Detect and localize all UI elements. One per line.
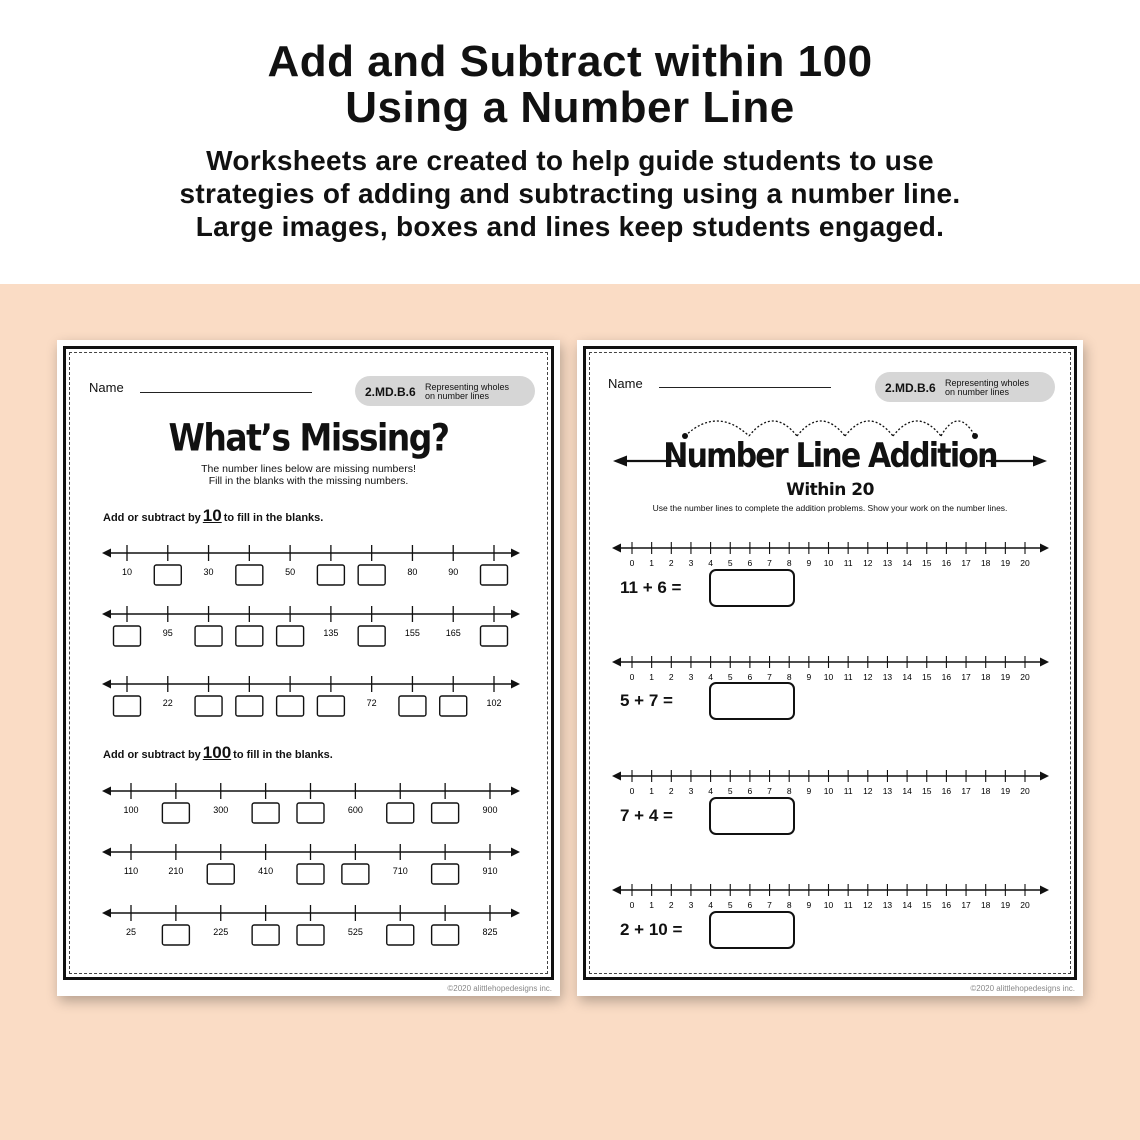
headline-line-2: Using a Number Line xyxy=(345,83,795,132)
answer-box[interactable] xyxy=(709,682,795,720)
answer-box[interactable] xyxy=(297,925,324,945)
tick-label: 17 xyxy=(961,786,971,796)
tick-label: 10 xyxy=(823,786,834,796)
tick-label: 3 xyxy=(688,672,694,682)
answer-box[interactable] xyxy=(252,803,279,823)
arrow-right-icon xyxy=(511,909,520,918)
name-label: Name xyxy=(608,376,643,391)
answer-box[interactable] xyxy=(236,626,263,646)
tick-label: 6 xyxy=(747,558,753,568)
arrow-left-icon xyxy=(102,787,111,796)
tick-label: 18 xyxy=(980,558,991,568)
addition-problem: 7 + 4 = xyxy=(620,806,673,825)
tick-label: 8 xyxy=(786,672,792,682)
answer-box[interactable] xyxy=(358,565,385,585)
tick-label: 90 xyxy=(448,567,459,577)
arrow-right-icon xyxy=(511,848,520,857)
tick-label: 900 xyxy=(482,805,498,815)
answer-box[interactable] xyxy=(709,569,795,607)
tick-label: 910 xyxy=(482,866,498,876)
worksheet-number-line-addition xyxy=(577,340,1083,996)
tick-label: 102 xyxy=(486,698,502,708)
tick-label: 13 xyxy=(882,558,893,568)
section-heading-by-100: Add or subtract by 100 to fill in the blanks. xyxy=(103,743,333,762)
tick-label: 25 xyxy=(125,927,137,937)
tick-label: 4 xyxy=(708,786,713,796)
tick-label: 16 xyxy=(941,672,952,682)
answer-box[interactable] xyxy=(162,925,189,945)
addition-problem: 2 + 10 = xyxy=(620,920,683,939)
tick-label: 30 xyxy=(203,567,214,577)
worksheet-title: Number Line Addition xyxy=(663,436,997,477)
tick-label: 5 xyxy=(727,900,733,910)
arrow-left-icon xyxy=(612,772,621,781)
tick-label: 300 xyxy=(213,805,229,815)
arrow-right-icon xyxy=(1040,544,1049,553)
tick-label: 11 xyxy=(843,558,853,568)
tick-label: 16 xyxy=(941,900,952,910)
tick-label: 710 xyxy=(392,866,408,876)
tick-label: 410 xyxy=(258,866,274,876)
tick-label: 20 xyxy=(1020,786,1030,796)
promo-header xyxy=(0,0,1140,284)
tick-label: 13 xyxy=(882,900,893,910)
tick-label: 11 xyxy=(843,786,853,796)
tick-label: 14 xyxy=(902,672,912,682)
answer-box[interactable] xyxy=(342,864,369,884)
tick-label: 12 xyxy=(863,900,873,910)
tick-label: 110 xyxy=(123,866,139,876)
tick-label: 1 xyxy=(649,786,655,796)
standard-desc-line-1: Representing wholes xyxy=(945,378,1030,388)
tick-label: 17 xyxy=(961,558,971,568)
tick-label: 225 xyxy=(213,927,229,937)
tick-label: 165 xyxy=(445,628,461,638)
tick-label: 155 xyxy=(404,628,420,638)
tick-label: 19 xyxy=(1000,672,1011,682)
answer-box[interactable] xyxy=(297,864,324,884)
tick-label: 12 xyxy=(863,672,873,682)
headline-line-1: Add and Subtract within 100 xyxy=(267,37,873,86)
tick-label: 18 xyxy=(980,672,991,682)
tick-label: 19 xyxy=(1000,786,1011,796)
arrow-left-icon xyxy=(102,848,111,857)
arrow-left-icon xyxy=(102,909,111,918)
arrow-right-icon xyxy=(511,610,520,619)
tick-label: 11 xyxy=(843,900,853,910)
tick-label: 5 xyxy=(727,558,733,568)
tick-label: 15 xyxy=(922,786,932,796)
answer-box[interactable] xyxy=(432,803,459,823)
tick-label: 12 xyxy=(863,786,873,796)
answer-box[interactable] xyxy=(277,626,304,646)
tick-label: 95 xyxy=(162,628,173,638)
tick-label: 80 xyxy=(407,567,418,577)
tick-label: 1 xyxy=(649,672,655,682)
answer-box[interactable] xyxy=(114,696,141,716)
answer-box[interactable] xyxy=(236,565,263,585)
standard-desc-line-2: on number lines xyxy=(425,391,490,401)
tick-label: 20 xyxy=(1020,900,1030,910)
arrow-right-icon xyxy=(1040,658,1049,667)
answer-box[interactable] xyxy=(481,565,508,585)
answer-box[interactable] xyxy=(481,626,508,646)
answer-box[interactable] xyxy=(317,696,344,716)
copyright: ©2020 alittlehopedesigns inc. xyxy=(447,984,552,993)
answer-box[interactable] xyxy=(252,925,279,945)
addition-problem: 11 + 6 = xyxy=(620,578,682,597)
tick-label: 10 xyxy=(823,558,834,568)
section-number: 10 xyxy=(202,506,222,525)
arrow-left-icon xyxy=(612,658,621,667)
tick-label: 2 xyxy=(668,558,674,568)
tick-label: 9 xyxy=(806,900,812,910)
tick-label: 4 xyxy=(708,558,713,568)
addition-problem: 5 + 7 = xyxy=(620,691,673,710)
hop-arc xyxy=(893,421,941,436)
section-number: 100 xyxy=(202,743,232,762)
tick-label: 7 xyxy=(767,786,772,796)
tick-label: 12 xyxy=(863,558,873,568)
tick-label: 1 xyxy=(649,900,655,910)
answer-box[interactable] xyxy=(399,696,426,716)
arrow-right-icon xyxy=(511,549,520,558)
tick-label: 6 xyxy=(747,900,753,910)
tick-label: 13 xyxy=(882,672,893,682)
tick-label: 2 xyxy=(668,672,674,682)
tick-label: 5 xyxy=(727,672,733,682)
standard-desc-line-1: Representing wholes xyxy=(425,382,510,392)
description-line-3: Large images, boxes and lines keep students engaged. xyxy=(195,211,945,242)
hop-arc xyxy=(845,421,893,436)
answer-box[interactable] xyxy=(709,797,795,835)
tick-label: 14 xyxy=(902,558,912,568)
tick-label: 0 xyxy=(629,558,635,568)
instructions-line-2: Fill in the blanks with the missing numbers. xyxy=(208,475,409,487)
tick-label: 14 xyxy=(902,786,912,796)
tick-label: 19 xyxy=(1000,900,1011,910)
tick-label: 4 xyxy=(708,900,713,910)
tick-label: 0 xyxy=(629,786,635,796)
tick-label: 8 xyxy=(786,900,792,910)
standard-code: 2.MD.B.6 xyxy=(365,385,416,399)
tick-label: 6 xyxy=(747,786,753,796)
tick-label: 15 xyxy=(922,672,932,682)
tick-label: 20 xyxy=(1020,672,1030,682)
tick-label: 600 xyxy=(347,805,363,815)
worksheet-whats-missing xyxy=(57,340,560,996)
tick-label: 9 xyxy=(806,558,812,568)
name-label: Name xyxy=(89,380,124,395)
answer-box[interactable] xyxy=(154,565,181,585)
tick-label: 210 xyxy=(168,866,184,876)
tick-label: 8 xyxy=(786,786,792,796)
tick-label: 17 xyxy=(961,672,971,682)
arrow-left-icon xyxy=(102,610,111,619)
tick-label: 5 xyxy=(727,786,733,796)
answer-box[interactable] xyxy=(432,864,459,884)
tick-label: 20 xyxy=(1020,558,1030,568)
tick-label: 15 xyxy=(922,900,932,910)
tick-label: 135 xyxy=(323,628,339,638)
tick-label: 18 xyxy=(980,786,991,796)
arrow-right-icon xyxy=(1040,886,1049,895)
arrow-left-icon xyxy=(102,549,111,558)
tick-label: 7 xyxy=(767,558,772,568)
tick-label: 7 xyxy=(767,900,772,910)
answer-box[interactable] xyxy=(114,626,141,646)
answer-box[interactable] xyxy=(277,696,304,716)
tick-label: 18 xyxy=(980,900,991,910)
tick-label: 19 xyxy=(1000,558,1011,568)
description-line-2: strategies of adding and subtracting using a number line. xyxy=(179,178,961,209)
tick-label: 7 xyxy=(767,672,772,682)
tick-label: 17 xyxy=(961,900,971,910)
tick-label: 16 xyxy=(941,558,952,568)
tick-label: 10 xyxy=(823,900,834,910)
instructions-line-1: The number lines below are missing numbers! xyxy=(201,463,416,475)
tick-label: 4 xyxy=(708,672,713,682)
tick-label: 0 xyxy=(629,900,635,910)
tick-label: 14 xyxy=(902,900,912,910)
tick-label: 8 xyxy=(786,558,792,568)
tick-label: 1 xyxy=(649,558,655,568)
answer-box[interactable] xyxy=(432,925,459,945)
tick-label: 825 xyxy=(482,927,498,937)
answer-box[interactable] xyxy=(387,925,414,945)
answer-box[interactable] xyxy=(387,803,414,823)
missing-number-lines xyxy=(57,340,560,996)
worksheet-subtitle: Within 20 xyxy=(786,480,874,500)
tick-label: 3 xyxy=(688,900,694,910)
answer-box[interactable] xyxy=(440,696,467,716)
arrow-left-icon xyxy=(102,680,111,689)
tick-label: 11 xyxy=(843,672,853,682)
tick-label: 15 xyxy=(922,558,932,568)
tick-label: 3 xyxy=(688,786,694,796)
standard-desc-line-2: on number lines xyxy=(945,387,1010,397)
answer-box[interactable] xyxy=(162,803,189,823)
answer-box[interactable] xyxy=(297,803,324,823)
tick-label: 16 xyxy=(941,786,952,796)
arrow-right-icon xyxy=(1040,772,1049,781)
tick-label: 72 xyxy=(366,698,377,708)
standard-code: 2.MD.B.6 xyxy=(885,381,936,395)
hop-arc xyxy=(685,421,749,436)
arrow-left-icon xyxy=(612,886,621,895)
instructions: Use the number lines to complete the addition problems. Show your work on the number lines. xyxy=(652,503,1008,513)
tick-label: 50 xyxy=(285,567,296,577)
answer-box[interactable] xyxy=(195,626,222,646)
answer-box[interactable] xyxy=(236,696,263,716)
tick-label: 0 xyxy=(629,672,635,682)
tick-label: 3 xyxy=(688,558,694,568)
hop-arc xyxy=(749,421,797,436)
arrow-right-icon xyxy=(511,680,520,689)
tick-label: 525 xyxy=(347,927,363,937)
arrow-right-icon xyxy=(511,787,520,796)
worksheet-title: What’s Missing? xyxy=(168,415,449,460)
answer-box[interactable] xyxy=(709,911,795,949)
arrow-left-icon xyxy=(612,544,621,553)
tick-label: 9 xyxy=(806,786,812,796)
section-heading-by-10: Add or subtract by 10 to fill in the blanks. xyxy=(103,506,324,525)
hop-arc xyxy=(797,421,845,436)
copyright: ©2020 alittlehopedesigns inc. xyxy=(970,984,1075,993)
tick-label: 6 xyxy=(747,672,753,682)
tick-label: 10 xyxy=(823,672,834,682)
tick-label: 9 xyxy=(806,672,812,682)
tick-label: 100 xyxy=(123,805,139,815)
answer-box[interactable] xyxy=(358,626,385,646)
description-line-1: Worksheets are created to help guide students to use xyxy=(206,145,934,176)
tick-label: 13 xyxy=(882,786,893,796)
tick-label: 10 xyxy=(121,567,133,577)
hop-arc xyxy=(941,421,975,436)
answer-box[interactable] xyxy=(207,864,234,884)
tick-label: 2 xyxy=(668,900,674,910)
tick-label: 2 xyxy=(668,786,674,796)
answer-box[interactable] xyxy=(317,565,344,585)
tick-label: 22 xyxy=(162,698,173,708)
answer-box[interactable] xyxy=(195,696,222,716)
